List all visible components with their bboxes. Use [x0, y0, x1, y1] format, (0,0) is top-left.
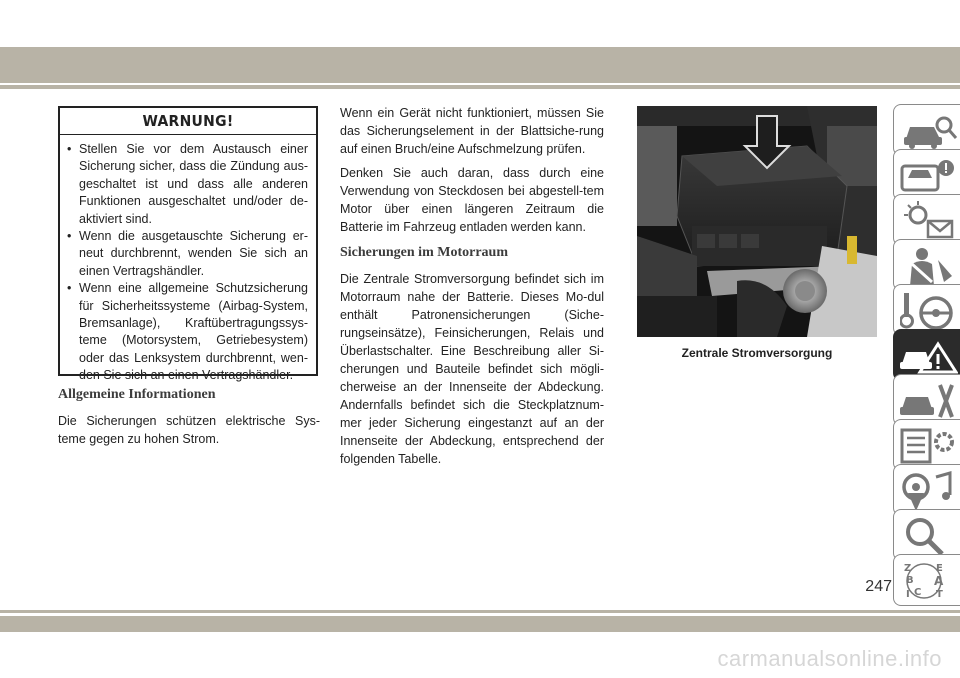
index-letter: Z: [904, 563, 912, 574]
engine-bay-illustration: [637, 106, 877, 337]
warning-box: [58, 106, 318, 383]
index-letter: I: [906, 589, 910, 600]
seatbelt-person-icon: [900, 246, 958, 286]
magnifier-icon: [900, 516, 958, 556]
warning-item: • Wenn eine allgemeine Schutzsicherung für Sicherheitssysteme (Airbag-System, Bremsanlage), Kraftübertragungssys-teme (Motorsystem, Getriebesystem) oder das Lenksystem durchbrennt, wen-den Sie sich an einen Vertragshändler.: [67, 281, 308, 383]
header-band: [0, 47, 960, 83]
figure-caption: Zentrale Stromversorgung: [681, 346, 833, 360]
paragraph: Denken Sie auch daran, dass durch eine Verwendung von Steckdosen bei abgestell-tem Motor über einen längeren Zeitraum die Batterie im Fahrzeug entladen werden kann.: [340, 166, 604, 234]
middle-column: [340, 104, 604, 474]
left-column: [58, 386, 320, 454]
index-letter: A: [934, 574, 944, 588]
car-warning-icon: [900, 156, 958, 196]
index-letter: B: [906, 575, 914, 586]
section-heading-engine: Sicherungen im Motorraum: [340, 245, 508, 260]
steering-key-icon: [900, 291, 958, 331]
bullet-icon: •: [67, 229, 72, 244]
car-tools-icon: [900, 381, 958, 421]
index-letter: C: [914, 587, 922, 598]
section-heading-general: Allgemeine Informationen: [58, 387, 216, 402]
alphabet-icon: [900, 561, 958, 601]
car-emergency-icon: [900, 336, 958, 376]
paragraph: Die Zentrale Stromversorgung befindet sich im Motorraum nahe der Batterie. Dieses Mo-dul enthält Patronensicherungen (Siche-rungseinsätze), Feinsicherungen, Relais und Überlastschalter. Eine Beschreibung aller Si-cherungen und Bauteile befindet sich mögli-cherweise an der Innenseite der Abdeckung. Andernfalls befindet sich die Steckplatznum-mer jeder Sicherung eingestanzt auf an der Innenseite der Abdeckung, entsprechend der folgenden Tabelle.: [340, 272, 604, 466]
warning-item: • Stellen Sie vor dem Austausch einer Sicherung sicher, dass die Zündung aus-geschaltet ist und dass alle anderen Funktionen ausgeschaltet und/oder de-aktiviert sind.: [67, 142, 308, 226]
index-letter: E: [936, 563, 943, 574]
watermark: carmanualsonline.info: [717, 646, 942, 671]
paragraph: Die Sicherungen schützen elektrische Sys-teme gegen zu hohen Strom.: [58, 414, 320, 446]
bullet-icon: •: [67, 281, 72, 296]
footer-band: [0, 616, 960, 632]
warning-list: [60, 135, 316, 385]
nav-music-icon: [900, 471, 958, 511]
index-letter: T: [936, 589, 943, 600]
header-rule: [0, 85, 960, 89]
list-gear-icon: [900, 426, 958, 466]
warning-item: • Wenn die ausgetauschte Sicherung er-neut durchbrennt, wenden Sie sich an einen Vertragshändler.: [67, 229, 308, 278]
sun-mail-icon: [900, 201, 958, 241]
page-number: 247: [865, 578, 892, 595]
footer-rule: [0, 610, 960, 613]
bullet-icon: •: [67, 142, 72, 156]
paragraph: Wenn ein Gerät nicht funktioniert, müssen Sie das Sicherungselement in der Blattsiche-rung auf einen Bruch/eine Aufschmelzung prüfen.: [340, 106, 604, 156]
warning-title: WARNUNG!: [60, 108, 316, 135]
fuse-box-photo: [637, 106, 877, 337]
car-info-icon: [900, 111, 958, 151]
tab-index[interactable]: [893, 554, 960, 606]
